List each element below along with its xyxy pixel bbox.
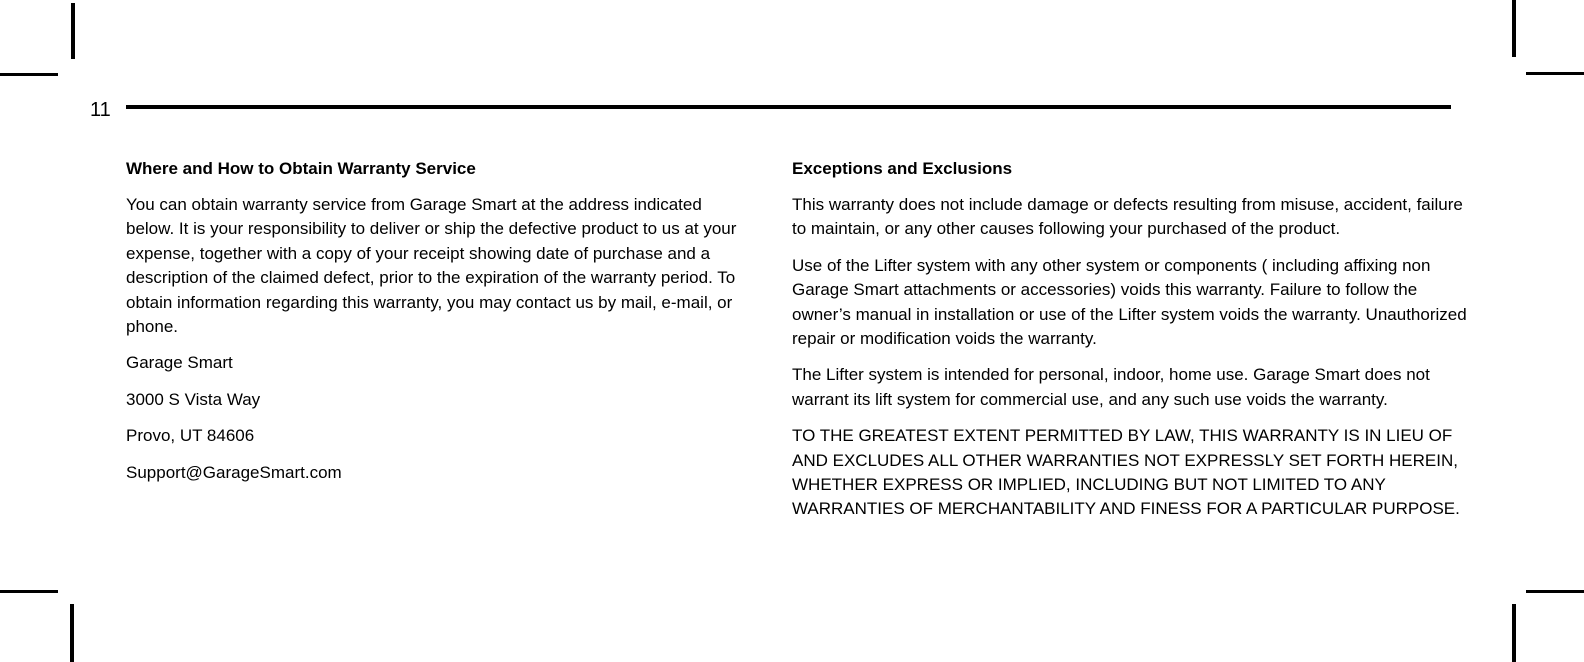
crop-mark-top-left-vertical	[71, 3, 75, 59]
section-heading-exceptions: Exceptions and Exclusions	[792, 159, 1013, 178]
crop-mark-bottom-left-horizontal	[0, 590, 58, 593]
exclusions-paragraph-legal: TO THE GREATEST EXTENT PERMITTED BY LAW, THIS WARRANTY IS IN LIEU OF AND EXCLUDES ALL OTHER WARRANTIES NOT EXPRESSLY SET FORTH HEREIN, WHETHER EXPRESS OR IMPLIED, INCLUDING BUT NOT LIMITED TO ANY WARRANTIES OF MERCHANTABILITY AND FINESS FOR A PARTICULAR PURPOSE.	[792, 426, 1460, 519]
address-city-state-zip: Provo, UT 84606	[126, 426, 255, 446]
crop-mark-bottom-left-vertical	[70, 604, 74, 662]
crop-mark-top-left-horizontal	[0, 73, 58, 76]
address-company: Garage Smart	[126, 353, 233, 373]
crop-mark-top-right-vertical	[1512, 0, 1516, 57]
exclusions-paragraph-misuse: This warranty does not include damage or defects resulting from misuse, accident, failure to maintain, or any other causes following your purchased of the product.	[792, 195, 1463, 239]
exclusions-paragraph-components: Use of the Lifter system with any other system or components ( including affixing non Garage Smart attachments or accessories) voids this warranty. Failure to follow the owner’s manual in installation or use of the Lifter system voids the warranty. Unauthorized repair or modification voids the warranty.	[792, 255, 1467, 349]
support-email: Support@GarageSmart.com	[126, 462, 342, 482]
crop-mark-top-right-horizontal	[1526, 72, 1584, 75]
exclusions-paragraph-home-use: The Lifter system is intended for personal, indoor, home use. Garage Smart does not warrant its lift system for commercial use, and any such use voids the warranty.	[792, 365, 1430, 409]
header-rule	[126, 105, 1451, 109]
warranty-service-paragraph: You can obtain warranty service from Garage Smart at the address indicated below. It is your responsibility to deliver or ship the defective product to us at your expense, together with a copy of your receipt showing date of purchase and a description of the claimed defect, prior to the expiration of the warranty period. To obtain information regarding this warranty, you may contact us by mail, e-mail, or phone.	[126, 195, 737, 337]
section-heading-warranty-service: Where and How to Obtain Warranty Service	[126, 159, 476, 178]
left-column	[126, 157, 746, 497]
page-number: 11	[90, 99, 111, 121]
crop-mark-bottom-right-horizontal	[1526, 590, 1584, 593]
address-street: 3000 S Vista Way	[126, 389, 261, 409]
crop-mark-bottom-right-vertical	[1512, 604, 1516, 662]
right-column	[792, 157, 1477, 534]
